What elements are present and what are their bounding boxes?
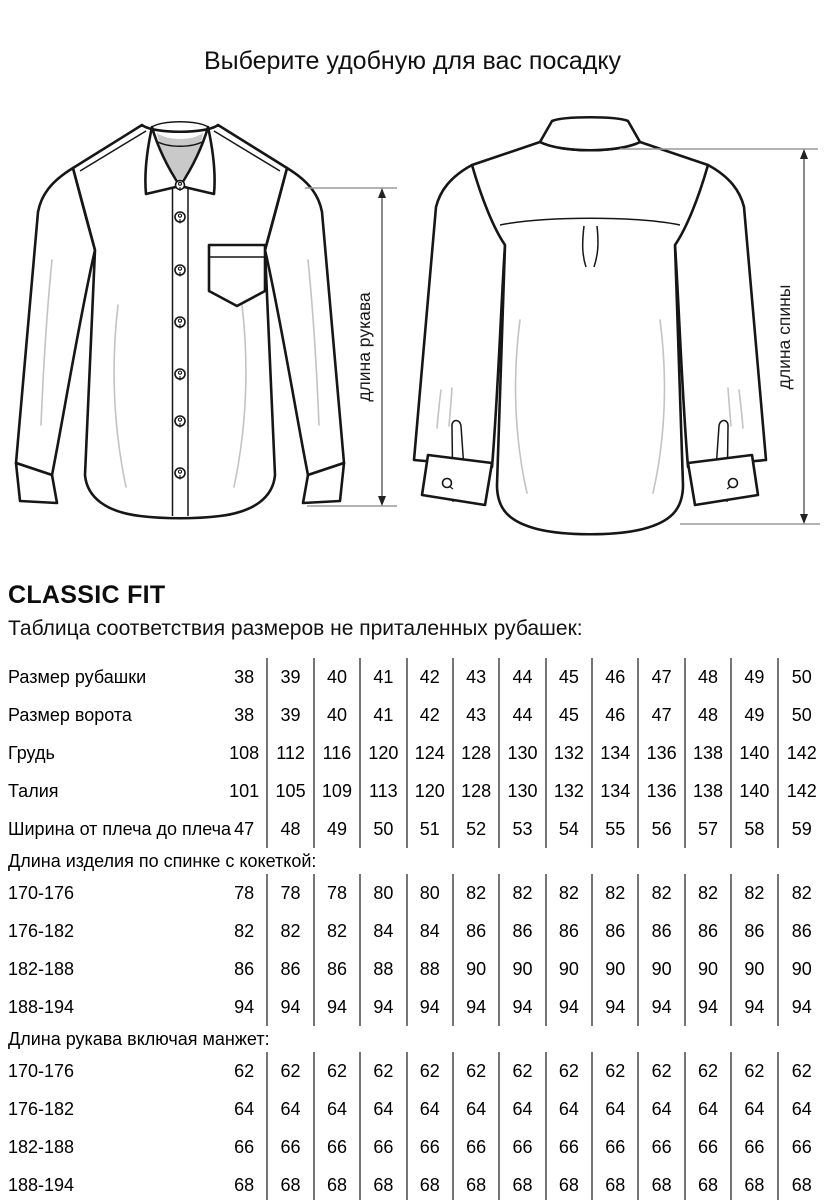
size-cell: 136 — [639, 772, 685, 810]
size-cell: 62 — [361, 1052, 407, 1090]
size-cell: 128 — [454, 734, 500, 772]
size-cell: 64 — [361, 1090, 407, 1128]
size-cell: 94 — [500, 988, 546, 1026]
section-header: Длина рукава включая манжет: — [8, 1028, 270, 1049]
shirt-front-view — [16, 122, 344, 519]
size-cell: 68 — [222, 1166, 268, 1200]
size-cell: 94 — [361, 988, 407, 1026]
size-cell: 68 — [315, 1166, 361, 1200]
table-row — [0, 874, 825, 912]
size-cell: 82 — [222, 912, 268, 950]
size-cell: 128 — [454, 772, 500, 810]
size-cell: 44 — [500, 658, 546, 696]
size-cell: 66 — [593, 1128, 639, 1166]
page-title: Выберите удобную для вас посадку — [203, 47, 622, 75]
arrow-down-icon — [378, 496, 386, 506]
size-cell: 94 — [454, 988, 500, 1026]
size-cell: 66 — [222, 1128, 268, 1166]
size-cell: 64 — [500, 1090, 546, 1128]
size-cell: 64 — [222, 1090, 268, 1128]
size-cell: 94 — [222, 988, 268, 1026]
arrow-up-icon — [800, 149, 808, 159]
size-cell: 109 — [315, 772, 361, 810]
size-cell: 94 — [593, 988, 639, 1026]
size-cell: 82 — [686, 874, 732, 912]
size-cell: 68 — [791, 1174, 812, 1195]
size-cell: 86 — [791, 920, 812, 941]
size-cell: 140 — [732, 734, 778, 772]
size-cell: 86 — [315, 950, 361, 988]
size-cell: 132 — [547, 772, 593, 810]
size-cell: 78 — [222, 874, 268, 912]
size-cell: 62 — [791, 1060, 812, 1081]
size-cell: 38 — [222, 696, 268, 734]
size-cell: 132 — [547, 734, 593, 772]
size-cell: 40 — [315, 696, 361, 734]
arrow-down-icon — [800, 514, 808, 524]
size-cell: 90 — [686, 950, 732, 988]
size-cell: 94 — [547, 988, 593, 1026]
size-cell: 130 — [500, 772, 546, 810]
size-cell: 82 — [315, 912, 361, 950]
size-cell: 66 — [639, 1128, 685, 1166]
size-cell: 66 — [500, 1128, 546, 1166]
size-cell: 62 — [593, 1052, 639, 1090]
size-cell: 50 — [791, 704, 812, 725]
size-cell: 64 — [686, 1090, 732, 1128]
size-cell: 86 — [732, 912, 778, 950]
size-cell: 42 — [408, 658, 454, 696]
size-cell: 136 — [639, 734, 685, 772]
size-cell: 64 — [408, 1090, 454, 1128]
size-cell: 46 — [593, 696, 639, 734]
row-label: Размер ворота — [8, 704, 132, 725]
size-cell: 82 — [791, 882, 812, 903]
size-cell: 94 — [639, 988, 685, 1026]
shirt-diagrams — [0, 95, 825, 560]
size-cell: 140 — [732, 772, 778, 810]
size-cell: 48 — [686, 658, 732, 696]
size-cell: 142 — [786, 742, 817, 763]
size-cell: 46 — [593, 658, 639, 696]
size-cell: 66 — [686, 1128, 732, 1166]
chest-pocket — [209, 245, 265, 306]
size-cell: 124 — [408, 734, 454, 772]
size-cell: 55 — [593, 810, 639, 848]
row-label: Размер рубашки — [8, 666, 147, 687]
size-cell: 86 — [500, 912, 546, 950]
size-cell: 54 — [547, 810, 593, 848]
size-cell: 50 — [791, 666, 812, 687]
size-cell: 116 — [315, 734, 361, 772]
table-row — [0, 912, 825, 950]
fit-subtitle: Таблица соответствия размеров не приталенных рубашек: — [8, 617, 583, 640]
size-cell: 64 — [593, 1090, 639, 1128]
fit-heading: CLASSIC FIT — [8, 581, 166, 609]
size-cell: 42 — [408, 696, 454, 734]
size-cell: 68 — [547, 1166, 593, 1200]
size-cell: 49 — [732, 696, 778, 734]
size-cell: 64 — [268, 1090, 314, 1128]
size-cell: 82 — [593, 874, 639, 912]
size-cell: 66 — [408, 1128, 454, 1166]
size-cell: 134 — [593, 772, 639, 810]
size-cell: 82 — [639, 874, 685, 912]
size-cell: 80 — [361, 874, 407, 912]
table-row — [0, 1128, 825, 1166]
size-cell: 48 — [268, 810, 314, 848]
size-cell: 86 — [222, 950, 268, 988]
row-label: 176-182 — [8, 1098, 75, 1119]
table-row — [0, 734, 825, 772]
size-cell: 58 — [732, 810, 778, 848]
size-cell: 44 — [500, 696, 546, 734]
size-cell: 64 — [315, 1090, 361, 1128]
size-cell: 86 — [547, 912, 593, 950]
size-cell: 43 — [454, 658, 500, 696]
size-cell: 62 — [222, 1052, 268, 1090]
size-cell: 68 — [500, 1166, 546, 1200]
row-label: Талия — [8, 780, 59, 801]
size-cell: 86 — [268, 950, 314, 988]
shirt-back-view — [414, 117, 766, 534]
size-cell: 68 — [454, 1166, 500, 1200]
size-cell: 86 — [639, 912, 685, 950]
size-cell: 57 — [686, 810, 732, 848]
size-cell: 64 — [639, 1090, 685, 1128]
size-cell: 66 — [454, 1128, 500, 1166]
row-label: 188-194 — [8, 1174, 75, 1195]
section-header: Длина изделия по спинке с кокеткой: — [8, 850, 317, 871]
size-cell: 43 — [454, 696, 500, 734]
row-label: 182-188 — [8, 1136, 75, 1157]
size-cell: 112 — [268, 734, 314, 772]
size-cell: 82 — [268, 912, 314, 950]
size-cell: 66 — [361, 1128, 407, 1166]
size-table — [0, 658, 825, 1200]
size-cell: 68 — [732, 1166, 778, 1200]
table-row — [0, 950, 825, 988]
size-cell: 41 — [361, 658, 407, 696]
size-cell: 86 — [454, 912, 500, 950]
size-cell: 142 — [786, 780, 817, 801]
size-cell: 51 — [408, 810, 454, 848]
size-cell: 84 — [408, 912, 454, 950]
size-cell: 90 — [732, 950, 778, 988]
size-cell: 68 — [361, 1166, 407, 1200]
row-label: Ширина от плеча до плеча — [8, 818, 232, 839]
size-cell: 66 — [268, 1128, 314, 1166]
size-cell: 82 — [500, 874, 546, 912]
row-label: Грудь — [8, 742, 55, 763]
size-cell: 94 — [268, 988, 314, 1026]
table-row — [0, 772, 825, 810]
size-cell: 82 — [454, 874, 500, 912]
size-cell: 130 — [500, 734, 546, 772]
size-cell: 64 — [454, 1090, 500, 1128]
size-cell: 62 — [408, 1052, 454, 1090]
table-row — [0, 1166, 825, 1200]
back-length-label: длина спины — [774, 284, 794, 390]
size-cell: 38 — [222, 658, 268, 696]
size-cell: 49 — [732, 658, 778, 696]
size-cell: 68 — [686, 1166, 732, 1200]
size-cell: 94 — [408, 988, 454, 1026]
size-cell: 47 — [639, 658, 685, 696]
size-cell: 90 — [500, 950, 546, 988]
arrow-up-icon — [378, 188, 386, 198]
size-cell: 94 — [732, 988, 778, 1026]
size-cell: 47 — [639, 696, 685, 734]
size-cell: 86 — [593, 912, 639, 950]
size-cell: 47 — [222, 810, 268, 848]
size-cell: 40 — [315, 658, 361, 696]
table-row — [0, 658, 825, 696]
size-cell: 84 — [361, 912, 407, 950]
size-cell: 62 — [315, 1052, 361, 1090]
size-cell: 62 — [686, 1052, 732, 1090]
size-cell: 94 — [791, 996, 812, 1017]
size-cell: 62 — [454, 1052, 500, 1090]
table-row — [0, 1090, 825, 1128]
table-row — [0, 810, 825, 848]
size-cell: 120 — [408, 772, 454, 810]
sleeve-length-label: длина рукава — [354, 292, 374, 402]
size-cell: 90 — [547, 950, 593, 988]
size-cell: 86 — [686, 912, 732, 950]
size-cell: 68 — [593, 1166, 639, 1200]
size-cell: 101 — [222, 772, 268, 810]
size-cell: 105 — [268, 772, 314, 810]
size-cell: 88 — [408, 950, 454, 988]
size-cell: 78 — [268, 874, 314, 912]
size-cell: 64 — [791, 1098, 812, 1119]
size-cell: 108 — [222, 734, 268, 772]
size-cell: 78 — [315, 874, 361, 912]
row-label: 170-176 — [8, 1060, 75, 1081]
size-cell: 134 — [593, 734, 639, 772]
size-cell: 52 — [454, 810, 500, 848]
size-cell: 113 — [361, 772, 407, 810]
row-label: 188-194 — [8, 996, 75, 1017]
size-cell: 39 — [268, 658, 314, 696]
size-cell: 62 — [732, 1052, 778, 1090]
size-cell: 56 — [639, 810, 685, 848]
size-cell: 62 — [268, 1052, 314, 1090]
size-cell: 53 — [500, 810, 546, 848]
size-cell: 90 — [454, 950, 500, 988]
size-cell: 48 — [686, 696, 732, 734]
size-cell: 66 — [732, 1128, 778, 1166]
size-cell: 82 — [547, 874, 593, 912]
size-cell: 68 — [639, 1166, 685, 1200]
size-cell: 64 — [732, 1090, 778, 1128]
table-row — [0, 696, 825, 734]
size-cell: 90 — [593, 950, 639, 988]
row-label: 170-176 — [8, 882, 75, 903]
size-cell: 80 — [408, 874, 454, 912]
size-cell: 138 — [686, 772, 732, 810]
size-cell: 50 — [361, 810, 407, 848]
size-cell: 59 — [791, 818, 812, 839]
size-cell: 120 — [361, 734, 407, 772]
size-cell: 66 — [315, 1128, 361, 1166]
size-cell: 64 — [547, 1090, 593, 1128]
size-cell: 66 — [547, 1128, 593, 1166]
size-cell: 90 — [791, 958, 812, 979]
size-cell: 62 — [547, 1052, 593, 1090]
size-cell: 62 — [639, 1052, 685, 1090]
size-cell: 45 — [547, 658, 593, 696]
size-cell: 68 — [268, 1166, 314, 1200]
size-cell: 68 — [408, 1166, 454, 1200]
table-row — [0, 1052, 825, 1090]
size-cell: 49 — [315, 810, 361, 848]
size-cell: 94 — [315, 988, 361, 1026]
size-cell: 88 — [361, 950, 407, 988]
size-cell: 90 — [639, 950, 685, 988]
size-cell: 39 — [268, 696, 314, 734]
size-cell: 138 — [686, 734, 732, 772]
size-cell: 62 — [500, 1052, 546, 1090]
size-cell: 82 — [732, 874, 778, 912]
size-cell: 66 — [791, 1136, 812, 1157]
row-label: 182-188 — [8, 958, 75, 979]
row-label: 176-182 — [8, 920, 75, 941]
table-row — [0, 988, 825, 1026]
size-cell: 41 — [361, 696, 407, 734]
size-cell: 94 — [686, 988, 732, 1026]
size-cell: 45 — [547, 696, 593, 734]
